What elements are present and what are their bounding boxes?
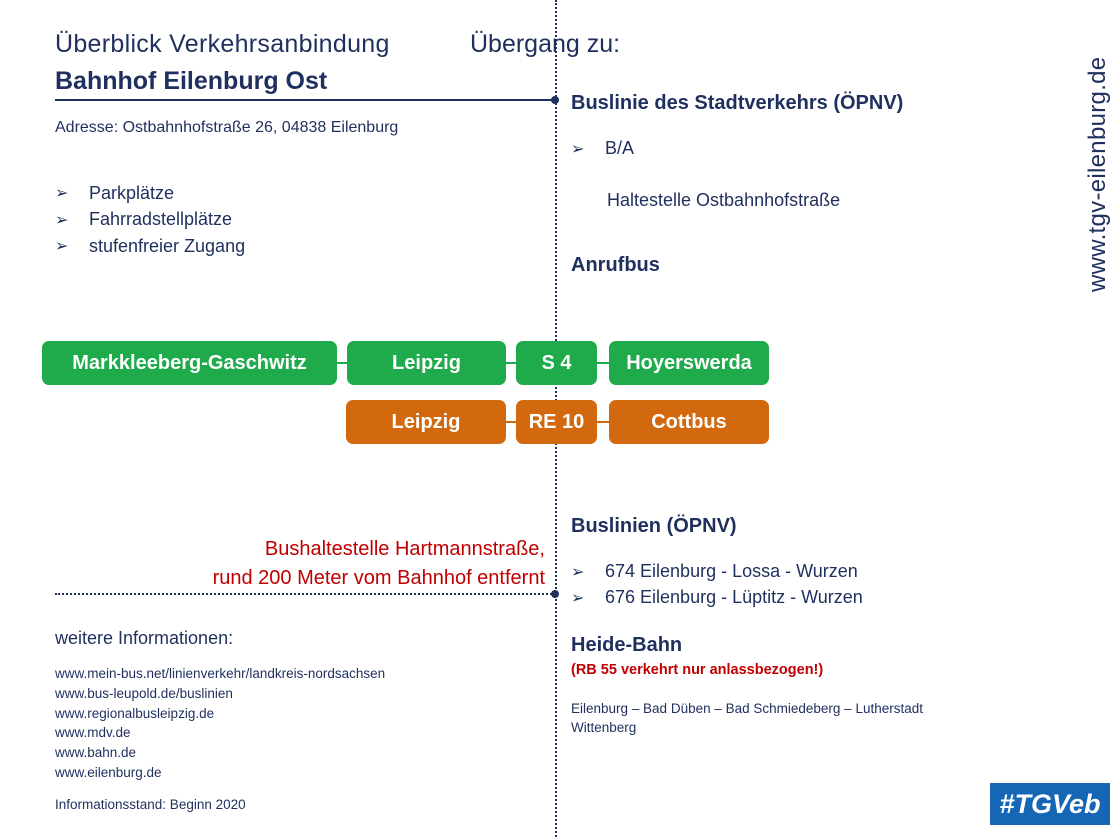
s4-via-station: Leipzig [347, 341, 506, 385]
station-title: Bahnhof Eilenburg Ost [55, 67, 328, 95]
info-link[interactable]: www.regionalbusleipzig.de [55, 705, 215, 721]
s4-connector [337, 362, 347, 364]
call-bus-heading: Anrufbus [571, 254, 660, 276]
more-info-heading: weitere Informationen: [55, 628, 234, 648]
s4-line-badge: S 4 [516, 341, 597, 385]
arrow-icon: ➢ [571, 564, 585, 581]
side-website-url[interactable]: www.tgv-eilenburg.de [1084, 56, 1111, 292]
s4-connector [597, 362, 609, 364]
overview-title: Überblick Verkehrsanbindung [55, 30, 390, 58]
heide-bahn-heading: Heide-Bahn [571, 634, 683, 656]
list-item: ➢ Fahrradstellplätze [55, 209, 233, 230]
bus-stop-note: Bushaltestelle Hartmannstraße, rund 200 Meter vom Bahnhof entfernt [212, 538, 545, 589]
info-link[interactable]: www.bus-leupold.de/buslinien [55, 685, 233, 701]
arrow-icon: ➢ [55, 185, 69, 203]
re10-line-badge: RE 10 [516, 400, 597, 444]
info-link[interactable]: www.eilenburg.de [55, 764, 162, 780]
heide-bahn-route: Eilenburg – Bad Düben – Bad Schmiedeberg – Lutherstadt [571, 701, 923, 716]
s4-to-station: Hoyerswerda [609, 341, 769, 385]
transfer-title: Übergang zu: [470, 30, 621, 58]
re10-connector [597, 421, 609, 423]
list-item: ➢ stufenfreier Zugang [55, 235, 246, 256]
station-address: Adresse: Ostbahnhofstraße 26, 04838 Eilenburg [55, 119, 399, 136]
arrow-icon: ➢ [571, 141, 585, 158]
hashtag-badge: #TGVeb [990, 783, 1110, 825]
city-bus-heading: Buslinie des Stadtverkehrs (ÖPNV) [571, 92, 904, 114]
bus-line-item: ➢ 676 Eilenburg - Lüptitz - Wurzen [571, 587, 863, 607]
city-bus-stop: Haltestelle Ostbahnhofstraße [607, 190, 841, 210]
list-item: ➢ Parkplätze [55, 182, 175, 203]
info-link-list [55, 664, 385, 783]
s4-connector [506, 362, 516, 364]
arrow-icon: ➢ [571, 590, 585, 607]
title-underline [55, 99, 555, 101]
bus-lines-heading: Buslinien (ÖPNV) [571, 515, 737, 537]
feature-list [55, 180, 245, 260]
heide-bahn-route-cont: Wittenberg [571, 720, 637, 735]
s4-from-station: Markkleeberg-Gaschwitz [42, 341, 337, 385]
re10-connector [506, 421, 516, 423]
bus-divider [55, 593, 555, 595]
divider-node-bottom [551, 590, 559, 598]
re10-to-station: Cottbus [609, 400, 769, 444]
heide-bahn-note: (RB 55 verkehrt nur anlassbezogen!) [571, 662, 824, 678]
info-link[interactable]: www.bahn.de [55, 745, 137, 761]
divider-node-top [551, 96, 559, 104]
info-link[interactable]: www.mein-bus.net/linienverkehr/landkreis-nordsachsen [55, 666, 386, 681]
info-link[interactable]: www.mdv.de [55, 725, 131, 741]
re10-from-station: Leipzig [346, 400, 506, 444]
info-status: Informationsstand: Beginn 2020 [55, 797, 246, 812]
arrow-icon: ➢ [55, 238, 69, 256]
bus-line-item: ➢ 674 Eilenburg - Lossa - Wurzen [571, 561, 858, 581]
city-bus-line: ➢ B/A [571, 138, 635, 158]
arrow-icon: ➢ [55, 211, 69, 229]
